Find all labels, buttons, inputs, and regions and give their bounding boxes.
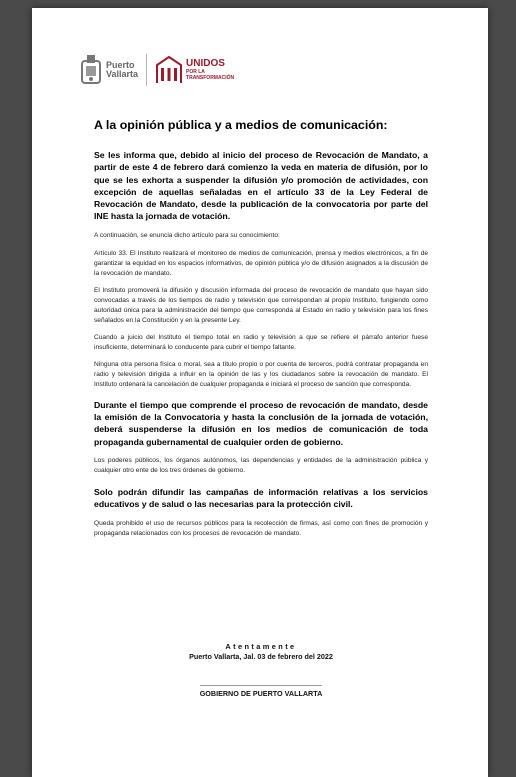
signature-block bbox=[94, 642, 428, 701]
place-date: Puerto Vallarta, Jal. 03 de febrero del 2022 bbox=[189, 652, 333, 661]
bold-paragraph-exceptions: Solo podrán difundir las campañas de información relativas a los servicios educativos y de salud o las necesarias para la protección civil. bbox=[94, 486, 428, 510]
pv-seal-icon bbox=[78, 53, 104, 87]
pv-logo-line1: Puerto bbox=[106, 60, 135, 70]
header-logos bbox=[78, 48, 234, 92]
paragraph-resources-prohibition: Queda prohibido el uso de recursos públicos para la recolección de firmas, así como con fines de promoción y propaganda relacionados con los procesos de revocación de mandato. bbox=[94, 519, 428, 537]
page-title: A la opinión pública y a medios de comunicación: bbox=[94, 118, 388, 132]
paragraph-institute-promotion: El Instituto promoverá la difusión y discusión informada del proceso de revocación de mandato que hayan sido convocadas a través de los tiempos de radio y televisión que correspondan al propio Instituto, fungiendo como autoridad única para la administración del tiempo que corresponda al Estado en radio y televisión para los fines señalados en la Constitución y en la presente Ley. bbox=[94, 286, 428, 324]
puerto-vallarta-logo bbox=[78, 53, 138, 87]
unidos-logo-sub1: POR LA bbox=[186, 69, 205, 75]
document-page bbox=[32, 8, 488, 777]
signing-organization: GOBIERNO DE PUERTO VALLARTA bbox=[200, 685, 323, 698]
unidos-logo-sub2: TRANSFORMACIÓN bbox=[186, 75, 235, 81]
paragraph-propaganda-ban: Ninguna otra persona física o moral, sea a título propio o por cuenta de terceros, podrá contratar propaganda en radio y televisión dirigida a influir en la opinión de las y los ciudadanos sobre la revocación de mandato. El Instituto ordenará la cancelación de cualquier propaganda e iniciará el proceso de sanción que corresponda. bbox=[94, 360, 428, 388]
intro-paragraph: Se les informa que, debido al inicio del proceso de Revocación de Mandato, a partir de este 4 de febrero dará comienzo la veda en materia de difusión, por lo que se les exhorta a suspender la difusión y/o promoción de actividades, con excepción de aquellas señaladas en el artículo 33 de la Ley Federal de Revocación de Mandato, desde la publicación de la convocatoria por parte del INE hasta la jornada de votación. bbox=[94, 150, 428, 222]
paragraph-insufficient-time: Cuando a juicio del Instituto el tiempo total en radio y televisión a que se refiere el párrafo anterior fuese insuficiente, determinará lo conducente para cubrir el tiempo faltante. bbox=[94, 333, 428, 351]
paragraph-public-powers: Los poderes públicos, los órganos autónomos, las dependencias y entidades de la administración pública y cualquier otro ente de los tres órdenes de gobierno. bbox=[94, 456, 428, 474]
paragraph-intro-article: A continuación, se enuncia dicho artículo para su conocimiento: bbox=[94, 231, 280, 239]
paragraph-article-33: Artículo 33. El Instituto realizará el monitoreo de medios de comunicación, prensa y medios electrónicos, a fin de garantizar la equidad en los espacios informativos, de opinión pública y/o de difusión asignados a la discusión de la revocación de mandato. bbox=[94, 249, 428, 277]
building-icon bbox=[155, 55, 183, 85]
logo-divider bbox=[146, 54, 147, 86]
unidos-logo bbox=[155, 55, 234, 85]
unidos-logo-name: UNIDOS bbox=[186, 58, 225, 69]
pv-logo-line2: Vallarta bbox=[106, 69, 139, 79]
closing-text: Atentamente bbox=[225, 642, 297, 651]
document-body bbox=[94, 118, 428, 539]
bold-paragraph-suspension: Durante el tiempo que comprende el proceso de revocación de mandato, desde la emisión de la Convocatoria y hasta la conclusión de la jornada de votación, deberá suspenderse la difusión en los medios de comunicación de toda propaganda gubernamental de cualquier orden de gobierno. bbox=[94, 399, 428, 447]
